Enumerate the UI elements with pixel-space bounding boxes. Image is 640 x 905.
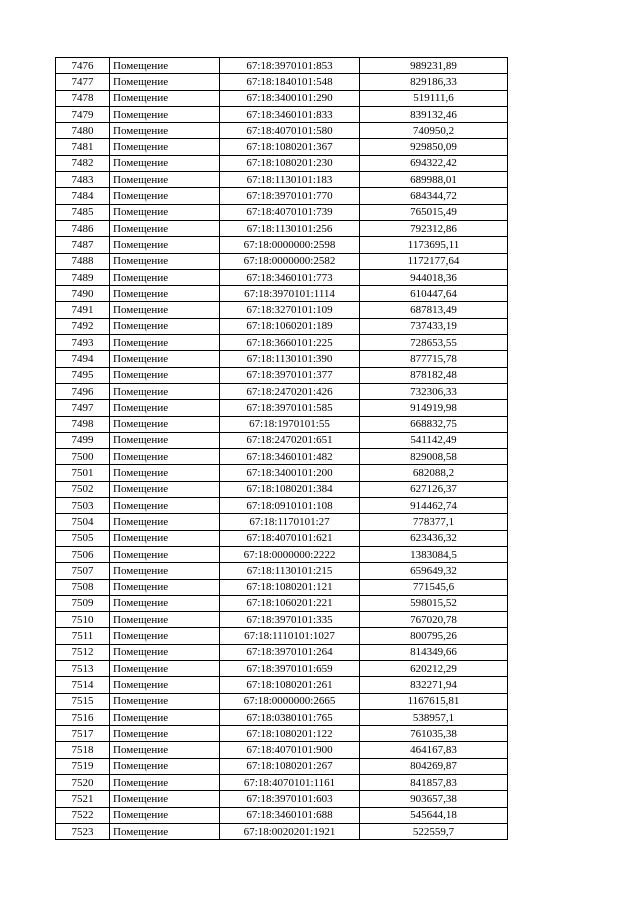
object-type-cell: Помещение [110,335,220,351]
object-type-cell: Помещение [110,367,220,383]
cadastral-number-cell: 67:18:4070101:580 [220,123,360,139]
table-row [56,237,508,253]
table-row [56,58,508,74]
cadastral-value-cell: 545644,18 [360,807,508,823]
cadastral-value-cell: 1172177,64 [360,253,508,269]
row-number-cell: 7495 [56,367,110,383]
cadastral-number-cell: 67:18:1130101:256 [220,220,360,236]
table-row [56,123,508,139]
cadastral-number-cell: 67:18:3970101:659 [220,660,360,676]
table-row [56,481,508,497]
table-row [56,318,508,334]
table-row [56,595,508,611]
row-number-cell: 7517 [56,726,110,742]
table-row [56,709,508,725]
table-row [56,302,508,318]
table-row [56,563,508,579]
cadastral-value-cell: 684344,72 [360,188,508,204]
table-row [56,351,508,367]
cadastral-value-cell: 914462,74 [360,498,508,514]
cadastral-value-cell: 832271,94 [360,677,508,693]
object-type-cell: Помещение [110,514,220,530]
cadastral-value-cell: 737433,19 [360,318,508,334]
table-row [56,498,508,514]
object-type-cell: Помещение [110,530,220,546]
cadastral-number-cell: 67:18:4070101:1161 [220,775,360,791]
table-row [56,74,508,90]
table-row [56,546,508,562]
row-number-cell: 7480 [56,123,110,139]
row-number-cell: 7476 [56,58,110,74]
cadastral-value-cell: 732306,33 [360,383,508,399]
row-number-cell: 7512 [56,644,110,660]
cadastral-value-cell: 522559,7 [360,823,508,839]
row-number-cell: 7497 [56,400,110,416]
row-number-cell: 7506 [56,546,110,562]
row-number-cell: 7507 [56,563,110,579]
cadastral-value-cell: 929850,09 [360,139,508,155]
cadastral-number-cell: 67:18:1080201:267 [220,758,360,774]
row-number-cell: 7485 [56,204,110,220]
row-number-cell: 7488 [56,253,110,269]
object-type-cell: Помещение [110,498,220,514]
cadastral-number-cell: 67:18:1060201:221 [220,595,360,611]
cadastral-value-cell: 538957,1 [360,709,508,725]
row-number-cell: 7491 [56,302,110,318]
object-type-cell: Помещение [110,253,220,269]
object-type-cell: Помещение [110,579,220,595]
table-row [56,514,508,530]
object-type-cell: Помещение [110,416,220,432]
row-number-cell: 7494 [56,351,110,367]
table-row [56,612,508,628]
cadastral-number-cell: 67:18:1130101:390 [220,351,360,367]
object-type-cell: Помещение [110,628,220,644]
table-row [56,286,508,302]
row-number-cell: 7519 [56,758,110,774]
object-type-cell: Помещение [110,123,220,139]
cadastral-number-cell: 67:18:3970101:770 [220,188,360,204]
row-number-cell: 7505 [56,530,110,546]
table-row [56,530,508,546]
cadastral-value-cell: 541142,49 [360,432,508,448]
object-type-cell: Помещение [110,612,220,628]
row-number-cell: 7490 [56,286,110,302]
object-type-cell: Помещение [110,595,220,611]
row-number-cell: 7504 [56,514,110,530]
cadastral-value-cell: 464167,83 [360,742,508,758]
cadastral-value-cell: 668832,75 [360,416,508,432]
cadastral-value-cell: 989231,89 [360,58,508,74]
cadastral-value-cell: 792312,86 [360,220,508,236]
object-type-cell: Помещение [110,823,220,839]
object-type-cell: Помещение [110,644,220,660]
row-number-cell: 7498 [56,416,110,432]
cadastral-value-cell: 944018,36 [360,269,508,285]
row-number-cell: 7501 [56,465,110,481]
row-number-cell: 7487 [56,237,110,253]
object-type-cell: Помещение [110,90,220,106]
table-row [56,644,508,660]
cadastral-number-cell: 67:18:1080201:384 [220,481,360,497]
row-number-cell: 7486 [56,220,110,236]
object-type-cell: Помещение [110,400,220,416]
cadastral-value-cell: 1173695,11 [360,237,508,253]
table-row [56,660,508,676]
cadastral-value-cell: 689988,01 [360,172,508,188]
cadastral-number-cell: 67:18:1080201:261 [220,677,360,693]
cadastral-number-cell: 67:18:1130101:215 [220,563,360,579]
object-type-cell: Помещение [110,139,220,155]
cadastral-number-cell: 67:18:3970101:585 [220,400,360,416]
cadastral-value-cell: 814349,66 [360,644,508,660]
row-number-cell: 7510 [56,612,110,628]
table-row [56,383,508,399]
cadastral-number-cell: 67:18:3460101:833 [220,106,360,122]
cadastral-number-cell: 67:18:3970101:853 [220,58,360,74]
cadastral-value-cell: 694322,42 [360,155,508,171]
cadastral-value-cell: 682088,2 [360,465,508,481]
object-type-cell: Помещение [110,563,220,579]
object-type-cell: Помещение [110,286,220,302]
table-row [56,449,508,465]
cadastral-value-cell: 610447,64 [360,286,508,302]
table-row [56,269,508,285]
cadastral-value-cell: 765015,49 [360,204,508,220]
cadastral-number-cell: 67:18:1110101:1027 [220,628,360,644]
cadastral-value-cell: 1167615,81 [360,693,508,709]
cadastral-value-cell: 914919,98 [360,400,508,416]
object-type-cell: Помещение [110,693,220,709]
table-row [56,400,508,416]
cadastral-value-cell: 903657,38 [360,791,508,807]
object-type-cell: Помещение [110,302,220,318]
cadastral-number-cell: 67:18:1840101:548 [220,74,360,90]
cadastral-number-cell: 67:18:0000000:2665 [220,693,360,709]
object-type-cell: Помещение [110,481,220,497]
table-row [56,204,508,220]
table-row [56,155,508,171]
cadastral-value-cell: 519111,6 [360,90,508,106]
table-row [56,335,508,351]
object-type-cell: Помещение [110,351,220,367]
object-type-cell: Помещение [110,807,220,823]
cadastral-value-cell: 598015,52 [360,595,508,611]
registry-table [55,57,508,840]
table-row [56,726,508,742]
cadastral-value-cell: 1383084,5 [360,546,508,562]
table-row [56,628,508,644]
object-type-cell: Помещение [110,383,220,399]
object-type-cell: Помещение [110,775,220,791]
object-type-cell: Помещение [110,106,220,122]
row-number-cell: 7489 [56,269,110,285]
table-row [56,465,508,481]
table-row [56,172,508,188]
row-number-cell: 7518 [56,742,110,758]
cadastral-number-cell: 67:18:0020201:1921 [220,823,360,839]
row-number-cell: 7493 [56,335,110,351]
object-type-cell: Помещение [110,726,220,742]
table-row [56,139,508,155]
cadastral-value-cell: 841857,83 [360,775,508,791]
cadastral-number-cell: 67:18:4070101:739 [220,204,360,220]
cadastral-number-cell: 67:18:3970101:264 [220,644,360,660]
object-type-cell: Помещение [110,74,220,90]
row-number-cell: 7516 [56,709,110,725]
table-row [56,416,508,432]
cadastral-value-cell: 800795,26 [360,628,508,644]
cadastral-number-cell: 67:18:3970101:335 [220,612,360,628]
row-number-cell: 7492 [56,318,110,334]
cadastral-number-cell: 67:18:3970101:1114 [220,286,360,302]
cadastral-number-cell: 67:18:3460101:688 [220,807,360,823]
cadastral-number-cell: 67:18:3460101:773 [220,269,360,285]
table-row [56,188,508,204]
cadastral-value-cell: 771545,6 [360,579,508,595]
table-row [56,106,508,122]
object-type-cell: Помещение [110,204,220,220]
cadastral-number-cell: 67:18:0910101:108 [220,498,360,514]
row-number-cell: 7496 [56,383,110,399]
row-number-cell: 7515 [56,693,110,709]
cadastral-number-cell: 67:18:0000000:2582 [220,253,360,269]
cadastral-value-cell: 761035,38 [360,726,508,742]
cadastral-value-cell: 877715,78 [360,351,508,367]
row-number-cell: 7499 [56,432,110,448]
row-number-cell: 7478 [56,90,110,106]
row-number-cell: 7502 [56,481,110,497]
cadastral-number-cell: 67:18:3970101:377 [220,367,360,383]
cadastral-value-cell: 778377,1 [360,514,508,530]
cadastral-value-cell: 627126,37 [360,481,508,497]
row-number-cell: 7479 [56,106,110,122]
cadastral-number-cell: 67:18:1130101:183 [220,172,360,188]
cadastral-number-cell: 67:18:2470201:651 [220,432,360,448]
object-type-cell: Помещение [110,269,220,285]
cadastral-number-cell: 67:18:0000000:2598 [220,237,360,253]
cadastral-number-cell: 67:18:2470201:426 [220,383,360,399]
cadastral-number-cell: 67:18:0000000:2222 [220,546,360,562]
table-row [56,90,508,106]
row-number-cell: 7514 [56,677,110,693]
object-type-cell: Помещение [110,318,220,334]
table-row [56,823,508,839]
cadastral-number-cell: 67:18:3460101:482 [220,449,360,465]
table-row [56,432,508,448]
cadastral-value-cell: 829008,58 [360,449,508,465]
cadastral-value-cell: 878182,48 [360,367,508,383]
row-number-cell: 7513 [56,660,110,676]
cadastral-number-cell: 67:18:4070101:621 [220,530,360,546]
table-row [56,807,508,823]
cadastral-number-cell: 67:18:1080201:367 [220,139,360,155]
object-type-cell: Помещение [110,546,220,562]
cadastral-number-cell: 67:18:1080201:122 [220,726,360,742]
cadastral-value-cell: 728653,55 [360,335,508,351]
row-number-cell: 7484 [56,188,110,204]
table-row [56,677,508,693]
cadastral-value-cell: 829186,33 [360,74,508,90]
object-type-cell: Помещение [110,237,220,253]
row-number-cell: 7477 [56,74,110,90]
object-type-cell: Помещение [110,465,220,481]
object-type-cell: Помещение [110,220,220,236]
cadastral-number-cell: 67:18:1080201:121 [220,579,360,595]
cadastral-value-cell: 839132,46 [360,106,508,122]
cadastral-value-cell: 659649,32 [360,563,508,579]
row-number-cell: 7482 [56,155,110,171]
row-number-cell: 7508 [56,579,110,595]
cadastral-number-cell: 67:18:1170101:27 [220,514,360,530]
table-row [56,220,508,236]
cadastral-number-cell: 67:18:1060201:189 [220,318,360,334]
row-number-cell: 7503 [56,498,110,514]
cadastral-value-cell: 620212,29 [360,660,508,676]
object-type-cell: Помещение [110,172,220,188]
table-row [56,758,508,774]
table-row [56,367,508,383]
registry-table-body [56,58,508,840]
object-type-cell: Помещение [110,677,220,693]
object-type-cell: Помещение [110,188,220,204]
object-type-cell: Помещение [110,58,220,74]
table-row [56,775,508,791]
table-row [56,253,508,269]
object-type-cell: Помещение [110,709,220,725]
cadastral-number-cell: 67:18:0380101:765 [220,709,360,725]
object-type-cell: Помещение [110,758,220,774]
table-row [56,791,508,807]
cadastral-number-cell: 67:18:3660101:225 [220,335,360,351]
table-row [56,579,508,595]
row-number-cell: 7521 [56,791,110,807]
row-number-cell: 7500 [56,449,110,465]
row-number-cell: 7483 [56,172,110,188]
row-number-cell: 7523 [56,823,110,839]
object-type-cell: Помещение [110,742,220,758]
cadastral-number-cell: 67:18:1970101:55 [220,416,360,432]
row-number-cell: 7509 [56,595,110,611]
cadastral-number-cell: 67:18:4070101:900 [220,742,360,758]
cadastral-value-cell: 767020,78 [360,612,508,628]
row-number-cell: 7481 [56,139,110,155]
object-type-cell: Помещение [110,155,220,171]
row-number-cell: 7520 [56,775,110,791]
cadastral-number-cell: 67:18:3400101:290 [220,90,360,106]
cadastral-value-cell: 623436,32 [360,530,508,546]
table-row [56,693,508,709]
cadastral-number-cell: 67:18:1080201:230 [220,155,360,171]
cadastral-number-cell: 67:18:3970101:603 [220,791,360,807]
cadastral-value-cell: 687813,49 [360,302,508,318]
row-number-cell: 7511 [56,628,110,644]
object-type-cell: Помещение [110,791,220,807]
object-type-cell: Помещение [110,449,220,465]
table-row [56,742,508,758]
cadastral-value-cell: 804269,87 [360,758,508,774]
cadastral-value-cell: 740950,2 [360,123,508,139]
object-type-cell: Помещение [110,432,220,448]
row-number-cell: 7522 [56,807,110,823]
cadastral-number-cell: 67:18:3270101:109 [220,302,360,318]
object-type-cell: Помещение [110,660,220,676]
cadastral-number-cell: 67:18:3400101:200 [220,465,360,481]
